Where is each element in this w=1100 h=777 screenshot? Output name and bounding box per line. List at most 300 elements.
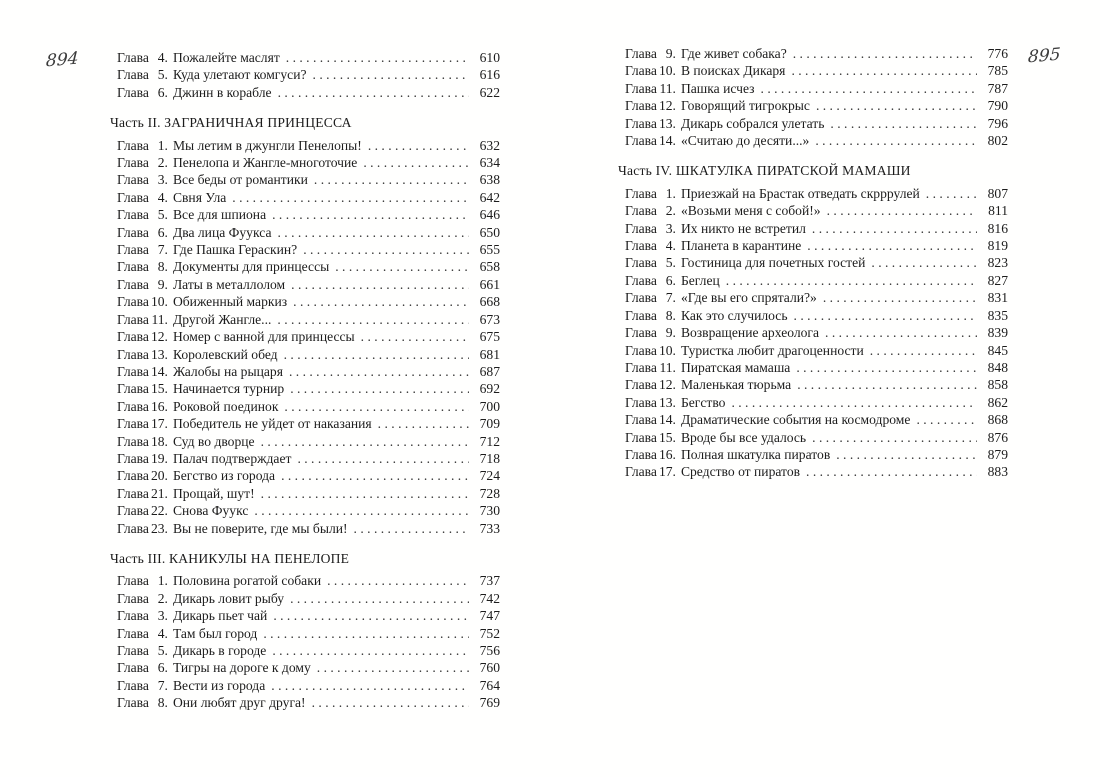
- page-ref: 883: [987, 464, 1008, 480]
- dot-leader: [361, 328, 469, 345]
- page-ref: 796: [987, 115, 1008, 131]
- chapter-label: Глава: [117, 50, 149, 65]
- page-ref: 668: [479, 294, 500, 310]
- chapter-number: 16.: [150, 398, 168, 414]
- dot-leader: [731, 394, 977, 411]
- page-ref: 790: [987, 98, 1008, 114]
- page-ref: 728: [479, 485, 500, 501]
- page-ref: 616: [479, 67, 500, 83]
- chapter-title: Полная шкатулка пиратов: [680, 446, 831, 462]
- page-ref: 681: [479, 346, 500, 362]
- chapter-label: Глава: [625, 342, 657, 358]
- toc-entry: [110, 328, 500, 345]
- page-ref: 807: [987, 185, 1008, 201]
- chapter-label: Глава: [117, 207, 149, 223]
- chapter-label: Глава: [625, 80, 657, 96]
- chapter-number: 12.: [150, 329, 168, 345]
- chapter-label: Глава: [625, 325, 657, 341]
- chapter-label: Глава: [625, 307, 657, 323]
- page-ref: 642: [479, 189, 500, 205]
- page-ref: 632: [479, 137, 500, 153]
- chapter-label: Глава: [117, 242, 149, 258]
- chapter-title: «Считаю до десяти...»: [680, 133, 810, 149]
- toc-entry: [618, 411, 1008, 428]
- page-ref: 622: [479, 84, 500, 100]
- chapter-title: Их никто не встретил: [680, 220, 806, 236]
- page-ref: 687: [479, 363, 500, 379]
- chapter-title: Гостиница для почетных гостей: [680, 255, 866, 271]
- chapter-label: Глава: [117, 67, 149, 83]
- chapter-title: Они любят друг друга!: [172, 695, 306, 711]
- page-ref: 634: [479, 155, 500, 171]
- chapter-number: 6.: [157, 224, 168, 240]
- chapter-label: Глава: [117, 677, 149, 693]
- chapter-label: Глава: [625, 272, 657, 288]
- toc-entry: [618, 115, 1008, 132]
- chapter-label: Глава: [117, 503, 149, 519]
- chapter-title: Пожалейте маслят: [172, 50, 280, 65]
- chapter-label: Глава: [117, 643, 149, 658]
- dot-leader: [272, 206, 469, 223]
- toc-column-left: [110, 49, 500, 712]
- chapter-label: Глава: [117, 137, 149, 153]
- dot-leader: [368, 137, 469, 154]
- chapter-label: Глава: [117, 381, 149, 397]
- dot-leader: [261, 433, 469, 450]
- dot-leader: [796, 359, 977, 376]
- dot-leader: [815, 132, 977, 149]
- dot-leader: [293, 293, 469, 310]
- dot-leader: [284, 398, 469, 415]
- chapter-label: Глава: [625, 359, 657, 375]
- page-ref: 638: [479, 172, 500, 188]
- chapter-number: 18.: [150, 433, 168, 449]
- chapter-title: Пашка исчез: [680, 80, 755, 96]
- dot-leader: [726, 272, 977, 289]
- chapter-title: Планета в карантине: [680, 238, 802, 254]
- dot-leader: [272, 642, 469, 659]
- chapter-title: Два лица Фуукса: [172, 224, 272, 240]
- chapter-title: Дикарь ловит рыбу: [172, 590, 285, 606]
- chapter-number: 4.: [157, 625, 168, 641]
- chapter-label: Глава: [625, 429, 657, 445]
- chapter-number: 5.: [157, 207, 168, 223]
- chapter-number: 17.: [150, 416, 168, 432]
- page-ref: 650: [479, 224, 500, 240]
- dot-leader: [263, 625, 469, 642]
- chapter-number: 5.: [157, 67, 168, 83]
- chapter-number: 20.: [150, 468, 168, 484]
- toc-entry: [110, 241, 500, 258]
- toc-entry: [110, 258, 500, 275]
- page-ref: 823: [987, 255, 1008, 271]
- dot-leader: [281, 467, 469, 484]
- toc-entry: [110, 311, 500, 328]
- toc-entry: [618, 289, 1008, 306]
- page-ref: 692: [479, 381, 500, 397]
- chapter-title: Дикарь в городе: [172, 643, 267, 658]
- chapter-title: Прощай, шут!: [172, 485, 255, 501]
- dot-leader: [761, 80, 977, 97]
- chapter-title: Начинается турнир: [172, 381, 285, 397]
- dot-leader: [277, 311, 469, 328]
- dot-leader: [926, 185, 977, 202]
- dot-leader: [830, 115, 977, 132]
- chapter-title: Бегство: [680, 394, 726, 410]
- chapter-title: Другой Жангле...: [172, 311, 272, 327]
- toc-entry: [110, 607, 500, 624]
- chapter-number: 7.: [157, 242, 168, 258]
- dot-leader: [791, 62, 977, 79]
- page-ref: 733: [479, 520, 500, 536]
- chapter-number: 2.: [665, 203, 676, 219]
- chapter-label: Глава: [625, 46, 657, 61]
- dot-leader: [916, 411, 977, 428]
- part-heading: Часть II. ЗАГРАНИЧНАЯ ПРИНЦЕССА: [110, 115, 352, 131]
- dot-leader: [313, 66, 469, 83]
- toc-entry: [110, 520, 500, 537]
- toc-entry: [110, 171, 500, 188]
- chapter-number: 13.: [658, 115, 676, 131]
- toc-entry: [618, 97, 1008, 114]
- toc-entry: [110, 224, 500, 241]
- page-ref: 776: [987, 46, 1008, 61]
- page-ref: 811: [988, 203, 1008, 219]
- page-ref: 709: [479, 416, 500, 432]
- toc-entry: [110, 590, 500, 607]
- page-ref: 756: [479, 643, 500, 658]
- dot-leader: [807, 237, 977, 254]
- page-ref: 673: [479, 311, 500, 327]
- chapter-title: Туристка любит драгоценности: [680, 342, 864, 358]
- chapter-label: Глава: [625, 220, 657, 236]
- chapter-number: 12.: [658, 98, 676, 114]
- dot-leader: [812, 429, 977, 446]
- chapter-title: «Возьми меня с собой!»: [680, 203, 821, 219]
- toc-column-right: [618, 45, 1008, 481]
- dot-leader: [291, 276, 469, 293]
- chapter-title: Как это случилось: [680, 307, 788, 323]
- page-ref: 879: [987, 446, 1008, 462]
- toc-entry: [618, 220, 1008, 237]
- toc-entry: [618, 237, 1008, 254]
- chapter-number: 4.: [157, 50, 168, 65]
- page-ref: 868: [987, 412, 1008, 428]
- chapter-label: Глава: [625, 185, 657, 201]
- dot-leader: [317, 659, 469, 676]
- chapter-number: 13.: [150, 346, 168, 362]
- dot-leader: [277, 224, 469, 241]
- chapter-label: Глава: [625, 377, 657, 393]
- part-heading: Часть IV. ШКАТУЛКА ПИРАТСКОЙ МАМАШИ: [618, 163, 911, 179]
- toc-entry: [618, 62, 1008, 79]
- chapter-title: Вести из города: [172, 677, 266, 693]
- chapter-label: Глава: [117, 398, 149, 414]
- chapter-label: Глава: [625, 203, 657, 219]
- chapter-title: Маленькая тюрьма: [680, 377, 792, 393]
- chapter-title: Пенелопа и Жангле-многоточие: [172, 155, 358, 171]
- chapter-number: 5.: [665, 255, 676, 271]
- chapter-label: Глава: [117, 155, 149, 171]
- page-ref: 658: [479, 259, 500, 275]
- chapter-label: Глава: [117, 520, 149, 536]
- chapter-number: 1.: [157, 137, 168, 153]
- chapter-title: Джинн в корабле: [172, 84, 272, 100]
- toc-entry: [110, 450, 500, 467]
- page-ref: 752: [479, 625, 500, 641]
- chapter-label: Глава: [625, 412, 657, 428]
- chapter-label: Глава: [117, 363, 149, 379]
- page-ref: 760: [479, 660, 500, 676]
- chapter-label: Глава: [117, 224, 149, 240]
- toc-entry: [110, 467, 500, 484]
- page-ref: 845: [987, 342, 1008, 358]
- chapter-title: Документы для принцессы: [172, 259, 330, 275]
- chapter-label: Глава: [117, 189, 149, 205]
- dot-leader: [273, 607, 469, 624]
- chapter-label: Глава: [117, 416, 149, 432]
- dot-leader: [327, 572, 469, 589]
- chapter-number: 16.: [658, 446, 676, 462]
- page-ref: 787: [987, 80, 1008, 96]
- chapter-number: 11.: [659, 80, 676, 96]
- chapter-title: Роковой поединок: [172, 398, 279, 414]
- page-ref: 848: [987, 359, 1008, 375]
- chapter-title: Королевский обед: [172, 346, 278, 362]
- chapter-title: В поисках Дикаря: [680, 63, 786, 79]
- page-ref: 785: [987, 63, 1008, 79]
- chapter-number: 1.: [665, 185, 676, 201]
- toc-entry: [110, 137, 500, 154]
- chapter-label: Глава: [117, 608, 149, 624]
- dot-leader: [286, 49, 469, 66]
- page-ref: 610: [479, 50, 500, 65]
- page-ref: 700: [479, 398, 500, 414]
- chapter-label: Глава: [117, 259, 149, 275]
- chapter-number: 14.: [658, 412, 676, 428]
- chapter-number: 3.: [665, 220, 676, 236]
- chapter-title: Приезжай на Брастак отведать скрррулей: [680, 185, 920, 201]
- chapter-label: Глава: [117, 450, 149, 466]
- toc-entry: [110, 694, 500, 711]
- dot-leader: [314, 171, 469, 188]
- toc-entry: [618, 45, 1008, 62]
- chapter-title: Где Пашка Гераскин?: [172, 242, 298, 258]
- chapter-number: 23.: [150, 520, 168, 536]
- chapter-number: 22.: [150, 503, 168, 519]
- toc-entry: [618, 429, 1008, 446]
- toc-entry: [618, 446, 1008, 463]
- page-ref: 769: [479, 695, 500, 711]
- chapter-label: Глава: [625, 290, 657, 306]
- dot-leader: [254, 502, 469, 519]
- toc-entry: [110, 415, 500, 432]
- dot-leader: [290, 590, 469, 607]
- page-ref: 655: [479, 242, 500, 258]
- dot-leader: [284, 346, 469, 363]
- chapter-label: Глава: [625, 394, 657, 410]
- chapter-title: Номер с ванной для принцессы: [172, 329, 355, 345]
- page-ref: 816: [987, 220, 1008, 236]
- dot-leader: [812, 220, 977, 237]
- chapter-number: 6.: [665, 272, 676, 288]
- chapter-number: 8.: [665, 307, 676, 323]
- chapter-label: Глава: [117, 485, 149, 501]
- chapter-number: 2.: [157, 590, 168, 606]
- chapter-label: Глава: [117, 433, 149, 449]
- chapter-label: Глава: [117, 311, 149, 327]
- chapter-title: Латы в металлолом: [172, 276, 286, 292]
- chapter-title: Все беды от романтики: [172, 172, 308, 188]
- dot-leader: [794, 307, 977, 324]
- toc-entry: [110, 642, 500, 659]
- chapter-title: Снова Фуукс: [172, 503, 249, 519]
- toc-entry: [110, 677, 500, 694]
- chapter-number: 3.: [157, 172, 168, 188]
- page-number-left: 894: [45, 48, 80, 72]
- page-ref: 737: [479, 573, 500, 589]
- dot-leader: [378, 415, 469, 432]
- chapter-label: Глава: [625, 98, 657, 114]
- chapter-label: Глава: [117, 573, 149, 589]
- toc-entry: [618, 359, 1008, 376]
- toc-entry: [618, 202, 1008, 219]
- chapter-label: Глава: [117, 329, 149, 345]
- chapter-number: 4.: [665, 238, 676, 254]
- chapter-number: 11.: [151, 311, 168, 327]
- chapter-number: 6.: [157, 84, 168, 100]
- chapter-title: Жалобы на рыцаря: [172, 363, 283, 379]
- dot-leader: [261, 485, 469, 502]
- dot-leader: [312, 694, 469, 711]
- chapter-title: Мы летим в джунгли Пенелопы!: [172, 137, 362, 153]
- dot-leader: [290, 380, 469, 397]
- chapter-number: 6.: [157, 660, 168, 676]
- toc-entry: [618, 376, 1008, 393]
- chapter-label: Глава: [625, 464, 657, 480]
- chapter-title: Где живет собака?: [680, 46, 787, 61]
- dot-leader: [303, 241, 469, 258]
- dot-leader: [836, 446, 977, 463]
- chapter-title: Драматические события на космодроме: [680, 412, 911, 428]
- toc-entry: [618, 80, 1008, 97]
- chapter-number: 1.: [157, 573, 168, 589]
- toc-entry: [110, 398, 500, 415]
- chapter-label: Глава: [625, 115, 657, 131]
- chapter-title: Победитель не уйдет от наказания: [172, 416, 372, 432]
- page-ref: 764: [479, 677, 500, 693]
- chapter-label: Глава: [117, 468, 149, 484]
- page-ref: 827: [987, 272, 1008, 288]
- dot-leader: [870, 342, 977, 359]
- dot-leader: [816, 97, 977, 114]
- chapter-number: 13.: [658, 394, 676, 410]
- toc-entry: [110, 502, 500, 519]
- dot-leader: [289, 363, 469, 380]
- toc-entry: [110, 66, 500, 83]
- chapter-title: Все для шпиона: [172, 207, 267, 223]
- chapter-label: Глава: [117, 294, 149, 310]
- chapter-number: 8.: [157, 259, 168, 275]
- chapter-title: Беглец: [680, 272, 720, 288]
- chapter-number: 4.: [157, 189, 168, 205]
- dot-leader: [793, 45, 977, 62]
- dot-leader: [827, 202, 977, 219]
- dot-leader: [806, 463, 977, 480]
- chapter-number: 9.: [157, 276, 168, 292]
- chapter-title: Куда улетают комгуси?: [172, 67, 307, 83]
- dot-leader: [278, 84, 469, 101]
- page-ref: 730: [479, 503, 500, 519]
- page-ref: 876: [987, 429, 1008, 445]
- chapter-number: 5.: [157, 643, 168, 658]
- page-ref: 819: [987, 238, 1008, 254]
- page-ref: 712: [479, 433, 500, 449]
- toc-entry: [110, 625, 500, 642]
- page-ref: 742: [479, 590, 500, 606]
- chapter-title: Вроде бы все удалось: [680, 429, 807, 445]
- chapter-title: Средство от пиратов: [680, 464, 801, 480]
- chapter-title: Половина рогатой собаки: [172, 573, 322, 589]
- toc-entry: [110, 84, 500, 101]
- toc-entry: [110, 293, 500, 310]
- page-ref: 675: [479, 329, 500, 345]
- page-ref: 831: [987, 290, 1008, 306]
- page-ref: 858: [987, 377, 1008, 393]
- dot-leader: [363, 154, 469, 171]
- chapter-number: 15.: [150, 381, 168, 397]
- toc-entry: [618, 132, 1008, 149]
- toc-entry: [110, 380, 500, 397]
- chapter-number: 3.: [157, 608, 168, 624]
- dot-leader: [825, 324, 977, 341]
- page-ref: 862: [987, 394, 1008, 410]
- chapter-label: Глава: [117, 346, 149, 362]
- chapter-title: «Где вы его спрятали?»: [680, 290, 817, 306]
- chapter-title: Палач подтверждает: [172, 450, 292, 466]
- page-ref: 646: [479, 207, 500, 223]
- chapter-number: 17.: [658, 464, 676, 480]
- chapter-number: 12.: [658, 377, 676, 393]
- chapter-title: Дикарь пьет чай: [172, 608, 268, 624]
- chapter-number: 14.: [658, 133, 676, 149]
- chapter-label: Глава: [117, 84, 149, 100]
- chapter-number: 21.: [150, 485, 168, 501]
- chapter-title: Свня Ула: [172, 189, 227, 205]
- chapter-number: 7.: [157, 677, 168, 693]
- chapter-number: 9.: [665, 325, 676, 341]
- chapter-title: Суд во дворце: [172, 433, 255, 449]
- chapter-number: 9.: [665, 46, 676, 61]
- chapter-title: Пиратская мамаша: [680, 359, 791, 375]
- chapter-label: Глава: [117, 625, 149, 641]
- page-ref: 724: [479, 468, 500, 484]
- chapter-number: 10.: [658, 63, 676, 79]
- page-ref: 802: [987, 133, 1008, 149]
- chapter-number: 11.: [659, 359, 676, 375]
- toc-entry: [110, 346, 500, 363]
- chapter-number: 10.: [658, 342, 676, 358]
- toc-entry: [618, 342, 1008, 359]
- toc-entry: [110, 154, 500, 171]
- toc-entry: [110, 659, 500, 676]
- page-ref: 661: [479, 276, 500, 292]
- toc-entry: [110, 189, 500, 206]
- chapter-title: Обиженный маркиз: [172, 294, 288, 310]
- dot-leader: [797, 376, 977, 393]
- part-heading: Часть III. КАНИКУЛЫ НА ПЕНЕЛОПЕ: [110, 550, 350, 566]
- toc-entry: [618, 463, 1008, 480]
